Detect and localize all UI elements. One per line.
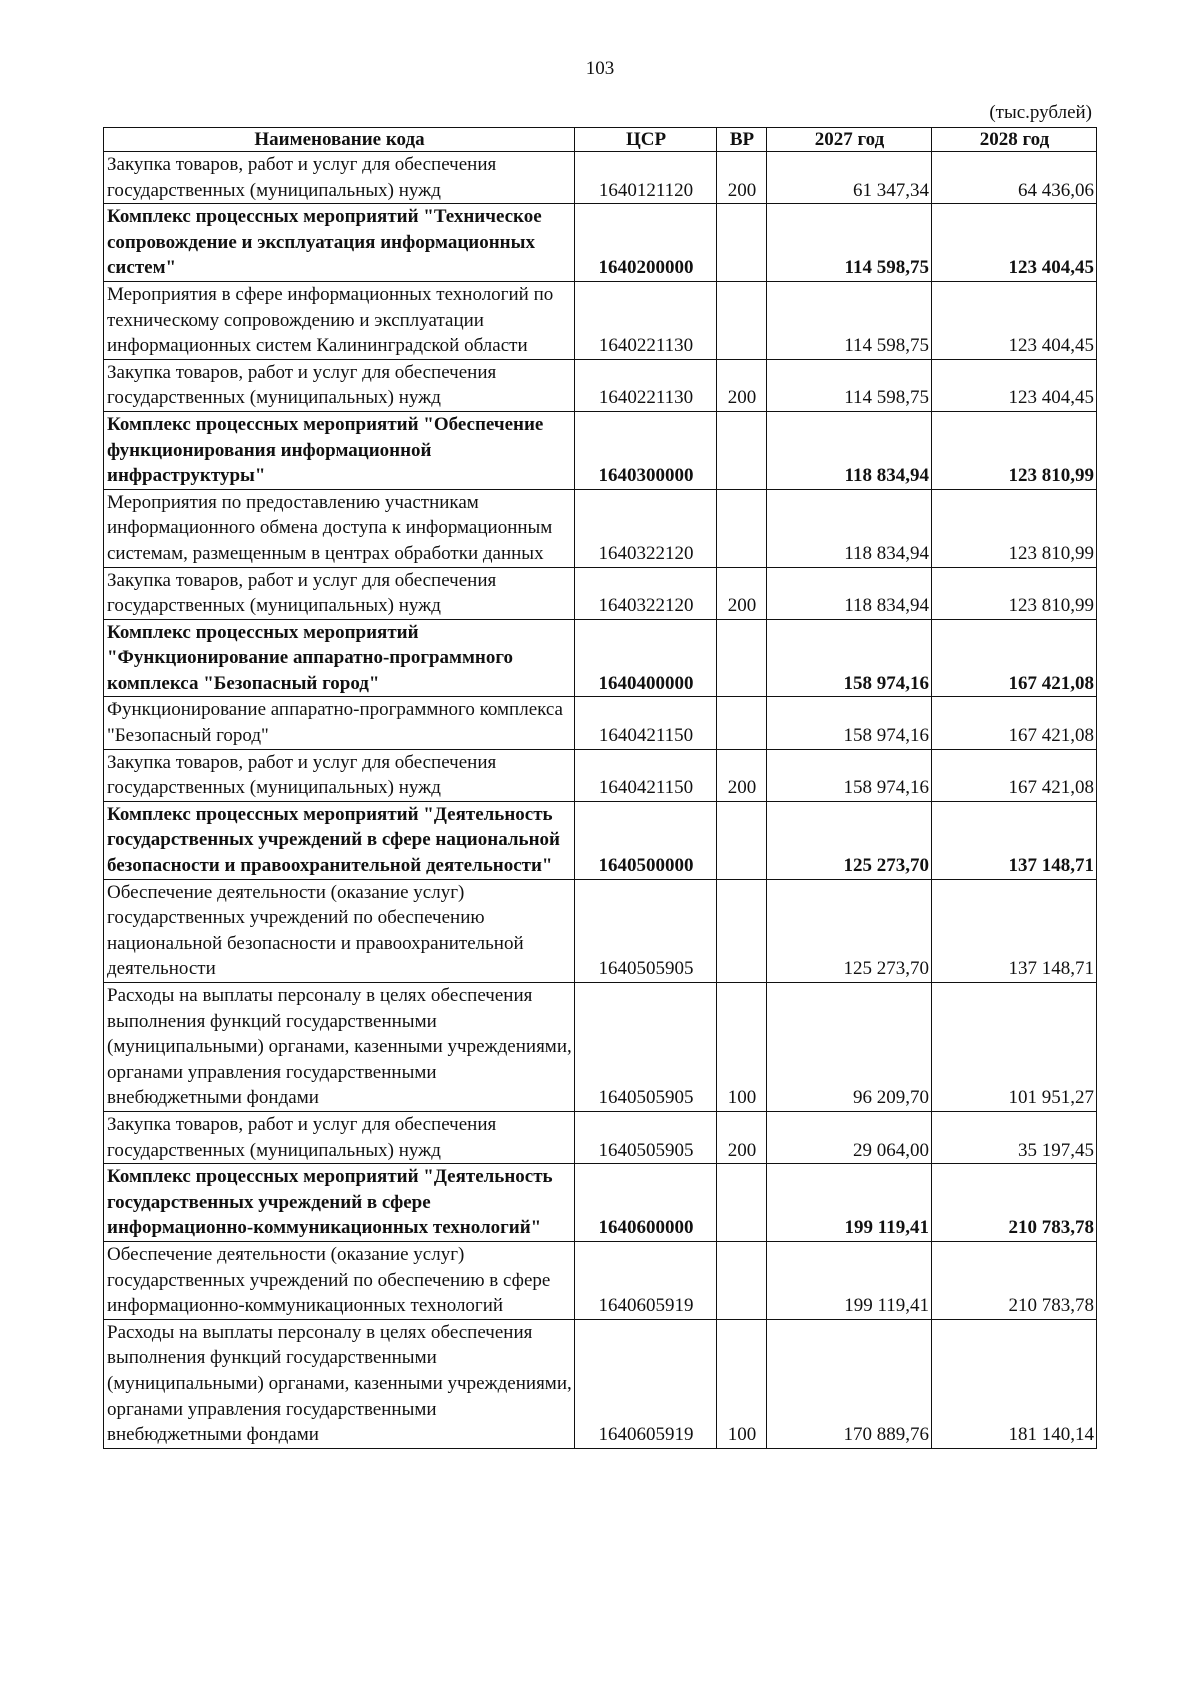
cell-csr: 1640121120 xyxy=(575,152,717,204)
cell-vr xyxy=(717,697,767,749)
cell-name: Закупка товаров, работ и услуг для обеспечения государственных (муниципальных) нужд xyxy=(104,152,575,204)
cell-2028: 101 951,27 xyxy=(932,983,1097,1112)
cell-name: Мероприятия в сфере информационных технологий по техническому сопровождению и эксплуатации информационных систем Калининградской области xyxy=(104,281,575,359)
table-row xyxy=(104,281,1097,359)
table-row xyxy=(104,801,1097,879)
cell-2028: 167 421,08 xyxy=(932,749,1097,801)
cell-csr: 1640200000 xyxy=(575,204,717,282)
cell-2027: 158 974,16 xyxy=(767,697,932,749)
cell-2027: 61 347,34 xyxy=(767,152,932,204)
cell-2028: 123 404,45 xyxy=(932,281,1097,359)
table-row xyxy=(104,567,1097,619)
table-row xyxy=(104,697,1097,749)
cell-vr xyxy=(717,489,767,567)
header-vr: ВР xyxy=(717,128,767,152)
cell-2028: 137 148,71 xyxy=(932,801,1097,879)
cell-name: Комплекс процессных мероприятий "Обеспечение функционирования информационной инфраструктуры" xyxy=(104,411,575,489)
cell-vr: 200 xyxy=(717,152,767,204)
cell-name: Комплекс процессных мероприятий "Деятельность государственных учреждений в сфере национальной безопасности и правоохранительной деятельности" xyxy=(104,801,575,879)
cell-csr: 1640221130 xyxy=(575,281,717,359)
cell-2028: 123 404,45 xyxy=(932,359,1097,411)
cell-2028: 181 140,14 xyxy=(932,1319,1097,1448)
cell-csr: 1640421150 xyxy=(575,697,717,749)
cell-name: Закупка товаров, работ и услуг для обеспечения государственных (муниципальных) нужд xyxy=(104,749,575,801)
table-row xyxy=(104,1111,1097,1163)
cell-2027: 114 598,75 xyxy=(767,281,932,359)
cell-vr: 100 xyxy=(717,1319,767,1448)
cell-2027: 114 598,75 xyxy=(767,359,932,411)
cell-csr: 1640600000 xyxy=(575,1164,717,1242)
cell-name: Комплекс процессных мероприятий "Функционирование аппаратно-программного комплекса "Безопасный город" xyxy=(104,619,575,697)
cell-vr xyxy=(717,879,767,982)
table-row xyxy=(104,749,1097,801)
units-label: (тыс.рублей) xyxy=(989,102,1092,123)
cell-name: Обеспечение деятельности (оказание услуг) государственных учреждений по обеспечению национальной безопасности и правоохранительной деятельности xyxy=(104,879,575,982)
cell-2028: 123 810,99 xyxy=(932,489,1097,567)
cell-2027: 125 273,70 xyxy=(767,879,932,982)
table-row xyxy=(104,1164,1097,1242)
cell-2028: 167 421,08 xyxy=(932,697,1097,749)
cell-csr: 1640500000 xyxy=(575,801,717,879)
cell-2028: 123 810,99 xyxy=(932,411,1097,489)
cell-vr xyxy=(717,1164,767,1242)
cell-vr xyxy=(717,1241,767,1319)
cell-vr: 200 xyxy=(717,359,767,411)
cell-2027: 170 889,76 xyxy=(767,1319,932,1448)
cell-2028: 137 148,71 xyxy=(932,879,1097,982)
cell-2027: 114 598,75 xyxy=(767,204,932,282)
cell-name: Закупка товаров, работ и услуг для обеспечения государственных (муниципальных) нужд xyxy=(104,359,575,411)
table-row xyxy=(104,879,1097,982)
cell-csr: 1640421150 xyxy=(575,749,717,801)
cell-name: Мероприятия по предоставлению участникам информационного обмена доступа к информационным системам, размещенным в центрах обработки данных xyxy=(104,489,575,567)
table-row xyxy=(104,152,1097,204)
table-row xyxy=(104,204,1097,282)
table-row xyxy=(104,619,1097,697)
cell-csr: 1640221130 xyxy=(575,359,717,411)
cell-vr xyxy=(717,204,767,282)
cell-2028: 210 783,78 xyxy=(932,1241,1097,1319)
cell-2028: 167 421,08 xyxy=(932,619,1097,697)
cell-csr: 1640300000 xyxy=(575,411,717,489)
cell-2027: 158 974,16 xyxy=(767,749,932,801)
header-csr: ЦСР xyxy=(575,128,717,152)
cell-vr: 200 xyxy=(717,567,767,619)
cell-2027: 29 064,00 xyxy=(767,1111,932,1163)
cell-name: Комплекс процессных мероприятий "Деятельность государственных учреждений в сфере информационно-коммуникационных технологий" xyxy=(104,1164,575,1242)
table-row xyxy=(104,983,1097,1112)
table-row xyxy=(104,1241,1097,1319)
table-row xyxy=(104,489,1097,567)
cell-2027: 158 974,16 xyxy=(767,619,932,697)
table-header xyxy=(104,128,1097,152)
cell-2028: 64 436,06 xyxy=(932,152,1097,204)
cell-vr xyxy=(717,801,767,879)
cell-name: Комплекс процессных мероприятий "Техническое сопровождение и эксплуатация информационных систем" xyxy=(104,204,575,282)
cell-2027: 118 834,94 xyxy=(767,489,932,567)
cell-name: Закупка товаров, работ и услуг для обеспечения государственных (муниципальных) нужд xyxy=(104,1111,575,1163)
header-2028: 2028 год xyxy=(932,128,1097,152)
header-name: Наименование кода xyxy=(104,128,575,152)
cell-2027: 118 834,94 xyxy=(767,567,932,619)
cell-vr xyxy=(717,281,767,359)
cell-2027: 199 119,41 xyxy=(767,1164,932,1242)
cell-2027: 96 209,70 xyxy=(767,983,932,1112)
cell-name: Расходы на выплаты персоналу в целях обеспечения выполнения функций государственными (муниципальными) органами, казенными учреждениями, органами управления государственными внебюджетными фондами xyxy=(104,1319,575,1448)
cell-csr: 1640605919 xyxy=(575,1241,717,1319)
header-row xyxy=(104,128,1097,152)
cell-vr: 200 xyxy=(717,749,767,801)
cell-2027: 125 273,70 xyxy=(767,801,932,879)
cell-2027: 199 119,41 xyxy=(767,1241,932,1319)
cell-csr: 1640505905 xyxy=(575,983,717,1112)
table-body xyxy=(104,152,1097,1449)
header-2027: 2027 год xyxy=(767,128,932,152)
table-row xyxy=(104,359,1097,411)
cell-name: Обеспечение деятельности (оказание услуг) государственных учреждений по обеспечению в сфере информационно-коммуникационных технологий xyxy=(104,1241,575,1319)
cell-csr: 1640322120 xyxy=(575,567,717,619)
cell-csr: 1640505905 xyxy=(575,1111,717,1163)
budget-table xyxy=(103,127,1097,1449)
cell-2027: 118 834,94 xyxy=(767,411,932,489)
cell-name: Функционирование аппаратно-программного комплекса "Безопасный город" xyxy=(104,697,575,749)
cell-2028: 210 783,78 xyxy=(932,1164,1097,1242)
cell-vr: 100 xyxy=(717,983,767,1112)
cell-vr xyxy=(717,619,767,697)
cell-2028: 123 810,99 xyxy=(932,567,1097,619)
page-number: 103 xyxy=(585,58,615,79)
cell-csr: 1640400000 xyxy=(575,619,717,697)
cell-csr: 1640505905 xyxy=(575,879,717,982)
cell-csr: 1640605919 xyxy=(575,1319,717,1448)
cell-2028: 35 197,45 xyxy=(932,1111,1097,1163)
cell-name: Расходы на выплаты персоналу в целях обеспечения выполнения функций государственными (муниципальными) органами, казенными учреждениями, органами управления государственными внебюджетными фондами xyxy=(104,983,575,1112)
cell-csr: 1640322120 xyxy=(575,489,717,567)
cell-name: Закупка товаров, работ и услуг для обеспечения государственных (муниципальных) нужд xyxy=(104,567,575,619)
table-row xyxy=(104,1319,1097,1448)
table-row xyxy=(104,411,1097,489)
cell-vr xyxy=(717,411,767,489)
cell-2028: 123 404,45 xyxy=(932,204,1097,282)
cell-vr: 200 xyxy=(717,1111,767,1163)
